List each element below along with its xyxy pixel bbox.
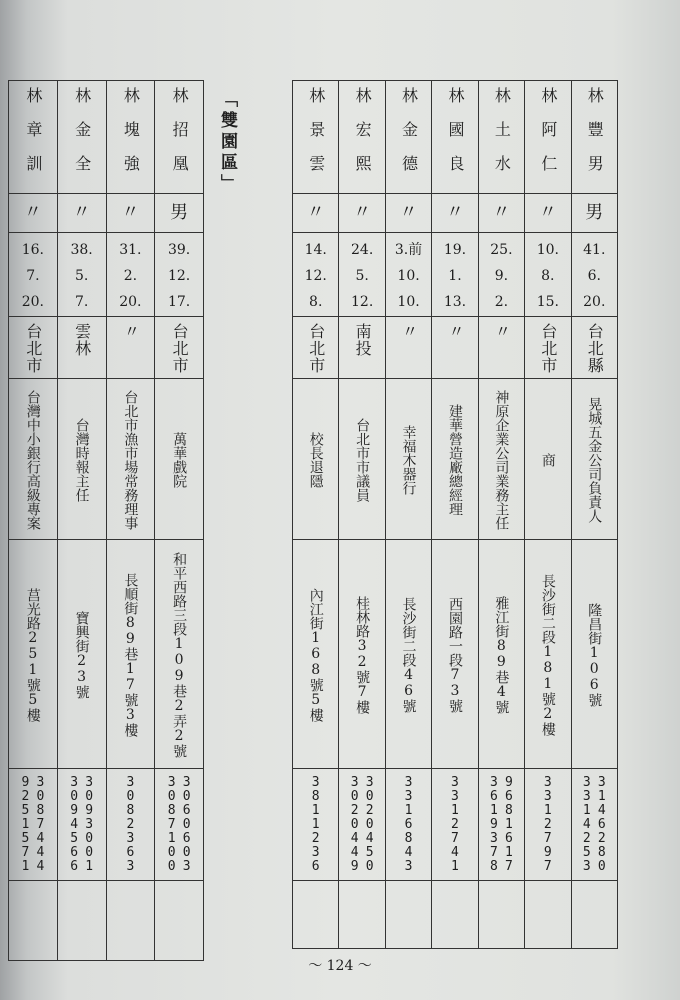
- origin-cell: [571, 317, 617, 379]
- date-part: 41.: [583, 242, 606, 258]
- row-name: [9, 81, 204, 194]
- address-cell: [432, 540, 478, 769]
- address: 桂林路32號7樓: [354, 596, 371, 714]
- address: 內江街168號5樓: [307, 588, 324, 722]
- row-title: [293, 379, 618, 540]
- name-cell: [432, 81, 478, 194]
- phone-cell: [9, 769, 58, 881]
- birth-date: [293, 233, 338, 315]
- origin: 南投: [353, 323, 373, 357]
- date-part: 14.: [304, 242, 327, 258]
- phone-number: 3312797: [540, 775, 556, 873]
- date-part: 12.: [351, 294, 374, 310]
- occupation: 萬華戲院: [171, 432, 188, 488]
- date-cell: [339, 233, 385, 317]
- address-cell: [155, 540, 204, 769]
- date-part: 8.: [541, 268, 555, 284]
- address: 長沙街二段46號: [400, 597, 417, 713]
- birth-date: [58, 233, 106, 315]
- person-name: 林景雲: [306, 87, 326, 189]
- date-part: 20.: [119, 294, 142, 310]
- gender-cell: [293, 194, 339, 233]
- occupation-cell: [57, 379, 106, 540]
- person-name: 林土水: [492, 87, 512, 189]
- birth-date: [386, 233, 431, 315]
- date-part: 25.: [490, 242, 513, 258]
- occupation-cell: [9, 379, 58, 540]
- origin-cell: [339, 317, 385, 379]
- blank-cell: [155, 881, 204, 961]
- date-cell: [57, 233, 106, 317]
- person-name: 林金全: [72, 87, 92, 189]
- phone-cell: [478, 769, 524, 881]
- phone-number: 3619378: [486, 775, 502, 873]
- row-phone: [293, 769, 618, 881]
- row-blank: [9, 881, 204, 961]
- date-part: 24.: [351, 242, 374, 258]
- row-origin: [293, 317, 618, 379]
- origin-cell: [478, 317, 524, 379]
- date-part: 17.: [167, 294, 191, 310]
- phone-cell: [155, 769, 204, 881]
- gender-mark: 〃: [72, 202, 91, 223]
- date-cell: [478, 233, 524, 317]
- person-name: 林金德: [399, 87, 419, 189]
- phone-cell: [385, 769, 431, 881]
- occupation-cell: [339, 379, 385, 540]
- date-part: 15.: [536, 294, 559, 310]
- address: 寶興街23號: [73, 611, 90, 699]
- occupation-cell: [293, 379, 339, 540]
- phone-cell: [293, 769, 339, 881]
- name-cell: [9, 81, 58, 194]
- phone-number: 3316843: [401, 775, 417, 873]
- birth-date: [525, 233, 570, 315]
- gender-mark: 〃: [492, 202, 511, 223]
- phone-number: 3312741: [447, 775, 463, 873]
- person-name: 林國良: [445, 87, 465, 189]
- row-date: [9, 233, 204, 317]
- date-part: 16.: [21, 242, 44, 258]
- blank-cell: [525, 881, 571, 949]
- blank-cell: [478, 881, 524, 949]
- date-part: 10.: [397, 294, 420, 310]
- person-name: 林豐男: [585, 87, 605, 189]
- gender-cell: [339, 194, 385, 233]
- phone-number: 3146280: [594, 775, 610, 873]
- origin: 〃: [492, 323, 512, 340]
- address: 雅江街89巷4號: [493, 596, 510, 714]
- address: 隆昌街106號: [586, 603, 603, 707]
- date-part: 5.: [74, 268, 89, 284]
- date-part: 12.: [167, 268, 191, 284]
- origin: 台北市: [23, 323, 43, 374]
- origin-cell: [106, 317, 155, 379]
- occupation: 幸福木器行: [400, 425, 417, 495]
- district-label: 「雙園區」: [217, 90, 237, 195]
- date-part: 7.: [26, 268, 40, 284]
- person-name: 林阿仁: [538, 87, 558, 189]
- name-cell: [478, 81, 524, 194]
- row-date: [293, 233, 618, 317]
- row-phone: [9, 769, 204, 881]
- date-part: 8.: [309, 294, 323, 310]
- name-cell: [571, 81, 617, 194]
- occupation-cell: [478, 379, 524, 540]
- birth-date: [479, 233, 524, 315]
- occupation-cell: [432, 379, 478, 540]
- date-cell: [9, 233, 58, 317]
- occupation: 台北市市議員: [354, 418, 371, 502]
- occupation-cell: [106, 379, 155, 540]
- row-address: [9, 540, 204, 769]
- name-cell: [155, 81, 204, 194]
- left-table: [8, 80, 204, 961]
- phone-number: 3093001: [81, 775, 97, 873]
- gender-cell: [385, 194, 431, 233]
- date-cell: [385, 233, 431, 317]
- origin: 〃: [121, 323, 141, 340]
- date-cell: [571, 233, 617, 317]
- date-cell: [293, 233, 339, 317]
- address-cell: [571, 540, 617, 769]
- occupation: 建華營造廠總經理: [446, 404, 463, 516]
- occupation-cell: [525, 379, 571, 540]
- date-part: 6.: [587, 268, 601, 284]
- occupation-cell: [155, 379, 204, 540]
- blank-cell: [9, 881, 58, 961]
- blank-cell: [106, 881, 155, 961]
- address-cell: [106, 540, 155, 769]
- name-cell: [385, 81, 431, 194]
- blank-cell: [571, 881, 617, 949]
- phone-cell: [106, 769, 155, 881]
- birth-date: [339, 233, 384, 315]
- date-part: 19.: [443, 242, 467, 258]
- gender-mark: 〃: [445, 202, 464, 223]
- date-cell: [155, 233, 204, 317]
- address: 長沙街二段181號2樓: [539, 574, 556, 736]
- right-table: [292, 80, 618, 949]
- person-name: 林宏熙: [353, 87, 373, 189]
- phone-number: 3087100: [164, 775, 180, 873]
- address: 莒光路251號5樓: [24, 588, 41, 722]
- occupation: 校長退隱: [307, 432, 324, 488]
- origin-cell: [432, 317, 478, 379]
- address-cell: [293, 540, 339, 769]
- occupation: 台灣時報主任: [73, 418, 90, 502]
- gender-mark: 〃: [121, 202, 140, 223]
- name-cell: [293, 81, 339, 194]
- address-cell: [525, 540, 571, 769]
- blank-cell: [293, 881, 339, 949]
- date-part: 10.: [536, 242, 559, 258]
- address-cell: [9, 540, 58, 769]
- origin: 台北縣: [585, 323, 605, 374]
- occupation: 商: [539, 453, 556, 467]
- birth-date: [155, 233, 203, 315]
- phone-cell: [525, 769, 571, 881]
- blank-cell: [385, 881, 431, 949]
- gender-mark: 〃: [399, 202, 418, 223]
- address-cell: [478, 540, 524, 769]
- date-part: 1.: [448, 268, 462, 284]
- origin: 雲林: [72, 323, 92, 357]
- gender-mark: 男: [585, 202, 604, 223]
- gender-cell: [525, 194, 571, 233]
- person-name: 林章訓: [23, 87, 43, 189]
- occupation-cell: [571, 379, 617, 540]
- name-cell: [525, 81, 571, 194]
- page-number: ～ 124 ～: [308, 958, 372, 974]
- occupation: 晃城五金公司負責人: [586, 397, 603, 523]
- gender-mark: 〃: [538, 202, 557, 223]
- origin-cell: [525, 317, 571, 379]
- date-part: 9.: [494, 268, 509, 284]
- row-blank: [293, 881, 618, 949]
- origin-cell: [293, 317, 339, 379]
- origin: 台北市: [538, 323, 558, 374]
- gender-cell: [106, 194, 155, 233]
- row-title: [9, 379, 204, 540]
- gender-mark: 男: [170, 202, 189, 223]
- phone-number: 3811236: [308, 775, 324, 873]
- date-part: 2.: [123, 268, 138, 284]
- date-part: 10.: [397, 268, 420, 284]
- date-part: 2.: [494, 294, 509, 310]
- name-cell: [339, 81, 385, 194]
- phone-number: 3082363: [122, 775, 138, 873]
- occupation: 台灣中小銀行高級專案: [24, 390, 41, 530]
- date-part: 7.: [74, 294, 89, 310]
- date-part: 12.: [304, 268, 327, 284]
- occupation-cell: [385, 379, 431, 540]
- row-gender: [293, 194, 618, 233]
- gender-cell: [571, 194, 617, 233]
- origin-cell: [385, 317, 431, 379]
- gender-mark: 〃: [23, 202, 42, 223]
- blank-cell: [432, 881, 478, 949]
- birth-date: [9, 233, 57, 315]
- phone-number: 3020450: [362, 775, 378, 873]
- phone-number: 3060603: [179, 775, 195, 873]
- address: 長順街89巷17號3樓: [122, 573, 139, 737]
- address-cell: [57, 540, 106, 769]
- origin: 〃: [399, 323, 419, 340]
- origin-cell: [57, 317, 106, 379]
- date-part: 20.: [583, 294, 606, 310]
- gender-mark: 〃: [353, 202, 372, 223]
- blank-cell: [339, 881, 385, 949]
- date-part: 39.: [167, 242, 191, 258]
- date-cell: [106, 233, 155, 317]
- birth-date: [432, 233, 477, 315]
- occupation: 神原企業公司業務主任: [493, 390, 510, 530]
- phone-cell: [432, 769, 478, 881]
- gender-mark: 〃: [306, 202, 325, 223]
- origin: 〃: [445, 323, 465, 340]
- gender-cell: [57, 194, 106, 233]
- gender-cell: [9, 194, 58, 233]
- date-cell: [432, 233, 478, 317]
- phone-number: 3314253: [579, 775, 595, 873]
- origin: 台北市: [306, 323, 326, 374]
- date-part: 20.: [21, 294, 44, 310]
- date-part: 13.: [443, 294, 467, 310]
- name-cell: [106, 81, 155, 194]
- blank-cell: [57, 881, 106, 961]
- row-address: [293, 540, 618, 769]
- row-gender: [9, 194, 204, 233]
- origin-cell: [9, 317, 58, 379]
- birth-date: [572, 233, 617, 315]
- date-part: 5.: [355, 268, 369, 284]
- occupation: 台北市漁市場常務理事: [122, 390, 139, 530]
- date-part: 31.: [119, 242, 142, 258]
- gender-cell: [432, 194, 478, 233]
- phone-number: 9681617: [501, 775, 517, 873]
- phone-cell: [57, 769, 106, 881]
- date-part: 38.: [70, 242, 93, 258]
- phone-number: 3087444: [32, 775, 48, 873]
- phone-number: 3020449: [347, 775, 363, 873]
- gender-cell: [155, 194, 204, 233]
- address: 和平西路三段109巷2弄2號: [171, 552, 188, 758]
- date-part: 3.前: [394, 242, 423, 258]
- birth-date: [107, 233, 155, 315]
- gender-cell: [478, 194, 524, 233]
- row-name: [293, 81, 618, 194]
- origin-cell: [155, 317, 204, 379]
- phone-number: 9251571: [17, 775, 33, 873]
- address: 西園路一段73號: [446, 597, 463, 713]
- row-origin: [9, 317, 204, 379]
- phone-number: 3094566: [66, 775, 82, 873]
- phone-cell: [571, 769, 617, 881]
- address-cell: [339, 540, 385, 769]
- date-cell: [525, 233, 571, 317]
- phone-cell: [339, 769, 385, 881]
- address-cell: [385, 540, 431, 769]
- person-name: 林塊強: [121, 87, 141, 189]
- person-name: 林招凰: [170, 87, 190, 189]
- origin: 台北市: [170, 323, 190, 374]
- name-cell: [57, 81, 106, 194]
